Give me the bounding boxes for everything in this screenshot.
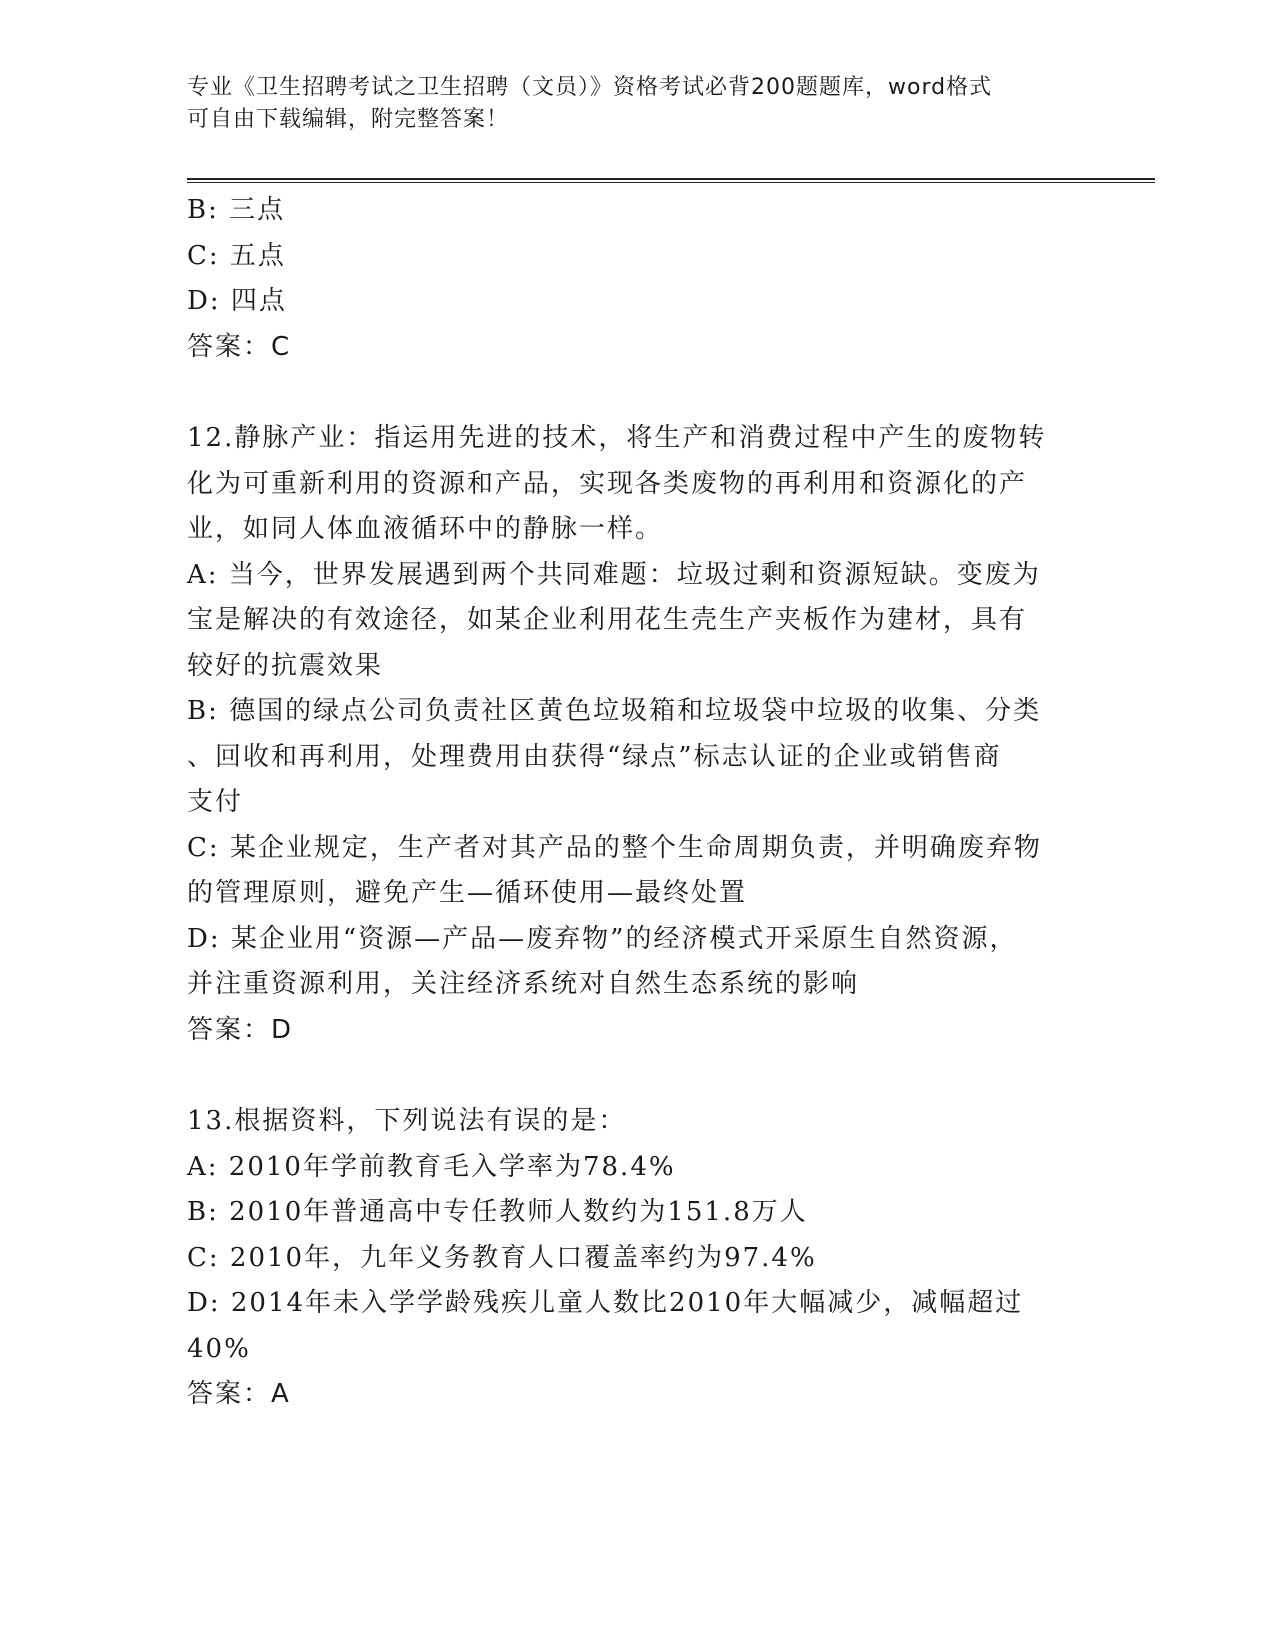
q12-option-b-line: 支付 (187, 787, 244, 817)
q11-option-b: B: 三点 (187, 195, 286, 225)
q11-option-c: C: 五点 (187, 240, 286, 271)
q12-option-a-line: 较好的抗震效果 (187, 650, 384, 681)
q12-option-c-line: 的管理原则，避免产生—循环使用—最终处置 (187, 878, 748, 908)
q13-answer: 答案：A (187, 1379, 291, 1409)
q13-option-d-line: D: 2014年未入学学龄残疾儿童人数比2010年大幅减少，减幅超过 (187, 1288, 1024, 1318)
header-line-1: 专业《卫生招聘考试之卫生招聘（文员）》资格考试必背200题题库，word格式 (187, 75, 993, 100)
q13-option-b: B: 2010年普通高中专任教师人数约为151.8万人 (187, 1197, 808, 1227)
header-rule-thick (187, 178, 1155, 180)
q13-option-c: C: 2010年，九年义务教育人口覆盖率约为97.4% (187, 1242, 817, 1273)
spacer (187, 1053, 1087, 1099)
q12-stem-line: 12.静脉产业：指运用先进的技术，将生产和消费过程中产生的废物转 (187, 423, 1047, 453)
q13-option-a: A: 2010年学前教育毛入学率为78.4% (187, 1151, 676, 1182)
spacer (187, 370, 1087, 416)
question-13 (187, 1099, 1087, 1418)
q12-stem-line: 化为可重新利用的资源和产品，实现各类废物的再利用和资源化的产 (187, 468, 1028, 499)
question-11-fragment (187, 188, 1087, 370)
q13-stem: 13.根据资料，下列说法有误的是： (187, 1106, 627, 1136)
q12-option-a-line: A: 当今，世界发展遇到两个共同难题：垃圾过剩和资源短缺。变废为 (187, 559, 1041, 590)
q12-option-d-line: 并注重资源利用，关注经济系统对自然生态系统的影响 (187, 969, 860, 999)
q12-option-a-line: 宝是解决的有效途径，如某企业利用花生壳生产夹板作为建材，具有 (187, 605, 1028, 635)
q12-option-b-line: B: 德国的绿点公司负责社区黄色垃圾箱和垃圾袋中垃圾的收集、分类 (187, 696, 1042, 726)
header-line-2: 可自由下载编辑，附完整答案！ (187, 107, 510, 132)
q11-answer: 答案：C (187, 331, 292, 362)
q12-answer: 答案：D (187, 1014, 294, 1045)
document-header (187, 72, 1067, 136)
q13-option-d-line: 40% (187, 1333, 251, 1364)
header-rule-thin (187, 182, 1155, 183)
q12-option-d-line: D: 某企业用“资源—产品—废弃物”的经济模式开采原生自然资源， (187, 923, 1018, 954)
question-12 (187, 416, 1087, 1053)
q12-option-b-line: 、回收和再利用，处理费用由获得“绿点”标志认证的企业或销售商 (187, 741, 1002, 772)
q12-option-c-line: C: 某企业规定，生产者对其产品的整个生命周期负责，并明确废弃物 (187, 832, 1042, 863)
q12-stem-line: 业，如同人体血液循环中的静脉一样。 (187, 514, 664, 544)
q11-option-d: D: 四点 (187, 286, 287, 316)
document-body (187, 188, 1087, 1418)
